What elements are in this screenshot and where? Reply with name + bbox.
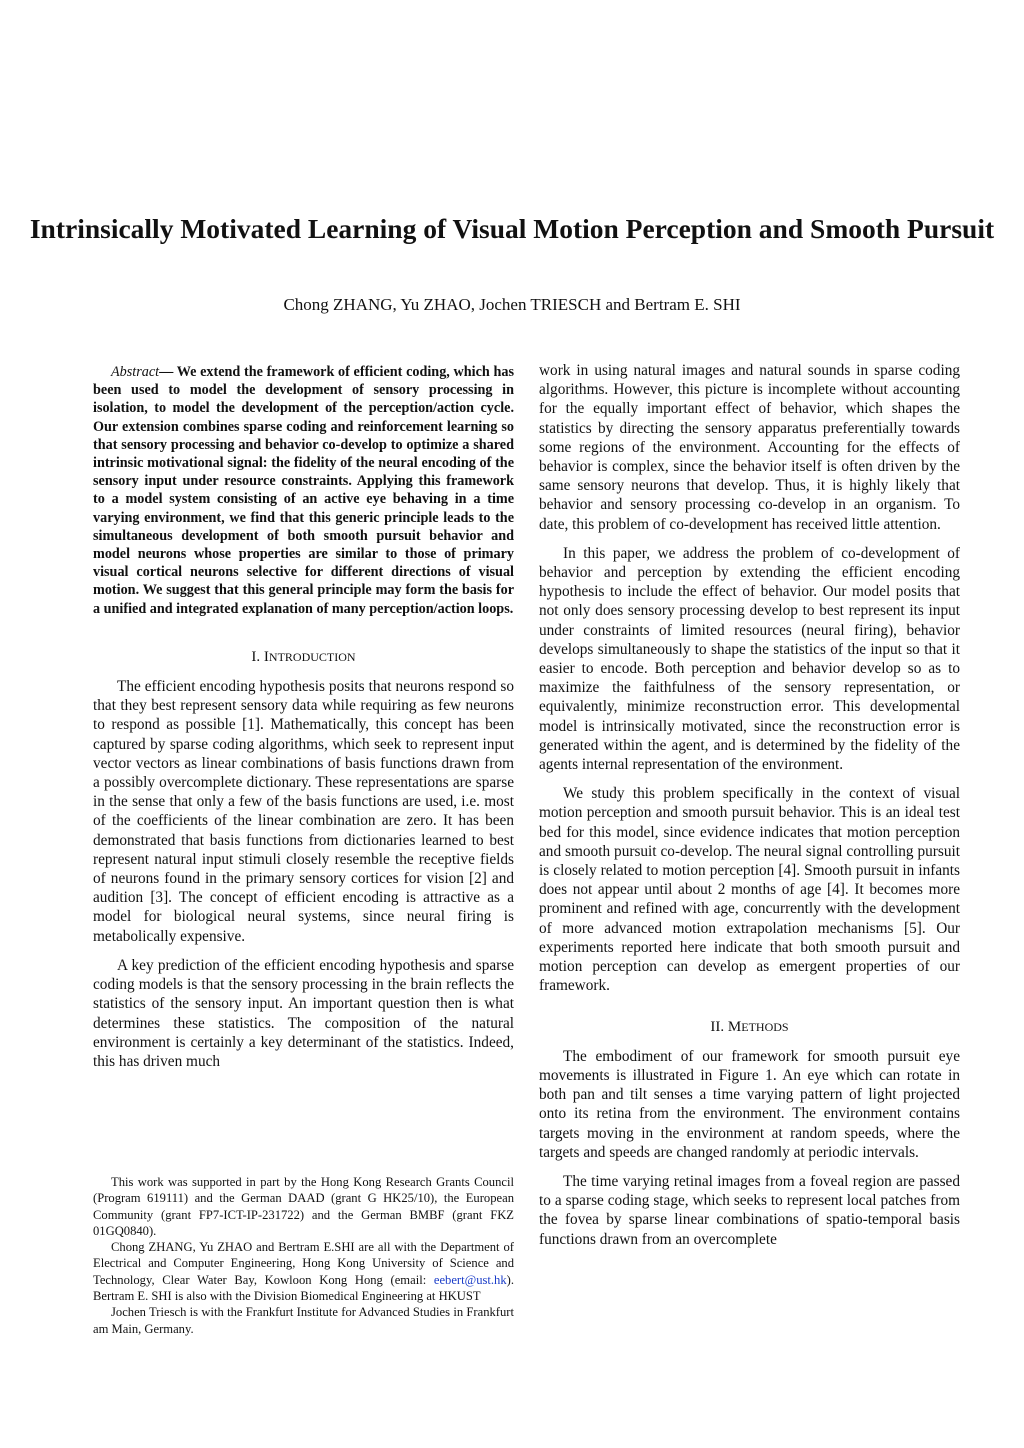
abstract xyxy=(93,363,514,618)
footnote-funding: This work was supported in part by the Hong Kong Research Grants Council (Program 619111) and the German DAAD (grant G HK25/10), the European Community (grant FP7-ICT-IP-231722) and the German BMBF (grant FKZ 01GQ0840). xyxy=(93,1175,514,1238)
section-number: II. xyxy=(710,1018,728,1035)
abstract-text: — We extend the framework of efficient coding, which has been used to model the development of sensory processing in isolation, to model the development of the perception/action cycle. Our extension combines sparse coding and reinforcement learning so that sensory processing and behavior co-develop to optimize a shared intrinsic motivational signal: the fidelity of the neural encoding of the sensory input under resource constraints. Applying this framework to a model system consisting of an active eye behaving in a time varying environment, we find that this generic principle leads to the simultaneous development of both smooth pursuit behavior and model neurons whose properties are similar to those of primary visual cortical neurons selective for different directions of visual motion. We suggest that this general principle may form the basis for a unified and integrated explanation of many perception/action loops. xyxy=(93,364,514,617)
paragraph: We study this problem specifically in the context of visual motion perception and smooth pursuit behavior. This is an ideal test bed for this model, since evidence indicates that motion perception and smooth pursuit co-develop. The neural signal controlling pursuit is closely related to motion perception [4]. Smooth pursuit in infants does not appear until about 2 months of age [4]. It becomes more prominent and refined with age, concurrently with the development of more advanced motion extrapolation mechanisms [5]. Our experiments reported here indicate that both smooth pursuit and motion perception can develop as emergent properties of our framework. xyxy=(539,785,960,995)
section-heading-introduction xyxy=(93,648,514,667)
footnote-affiliation xyxy=(93,1239,514,1304)
right-column xyxy=(539,361,960,1259)
abstract-label: Abstract xyxy=(111,364,160,380)
section-heading-methods xyxy=(539,1018,960,1037)
section-initial: M xyxy=(727,1018,742,1035)
paragraph: The time varying retinal images from a foveal region are passed to a sparse coding stage, which seeks to represent local patches from the fovea by sparse linear combinations of spatio-temporal basis functions drawn from an overcomplete xyxy=(539,1172,960,1248)
paragraph: In this paper, we address the problem of co-development of behavior and perception by extending the efficient encoding hypothesis to include the effect of behavior. Our model posits that not only does sensory processing develop to best represent its input under constraints of limited resources (neural firing), behavior develops simultaneously to shape the statistics of the input so that it easier to encode. Both perception and behavior develop so as to maximize the faithfulness of the sensory representation, or equivalently, minimize reconstruction error. This developmental model is intrinsically motivated, since the reconstruction error is generated within the agent, and is determined by the fidelity of the agents internal representation of the environment. xyxy=(539,544,960,774)
section-number: I. xyxy=(251,648,264,665)
left-column xyxy=(93,363,514,1081)
section-rest: NTRODUCTION xyxy=(268,649,356,664)
paragraph: The efficient encoding hypothesis posits that neurons respond so that they best represent sensory data while requiring as few neurons to respond as possible [1]. Mathematically, this concept has been captured by sparse coding algorithms, which seek to represent input vector vectors as linear combinations of basis functions drawn from a possibly overcomplete dictionary. These representations are sparse in the sense that only a few of the basis functions are used, i.e. most of the coefficients of the linear combination are zero. It has been demonstrated that basis functions from dictionaries learned to best represent natural input stimuli closely resemble the receptive fields of neurons found in the primary sensory cortices for vision [2] and audition [3]. The concept of efficient encoding is attractive as a model for biological neural systems, since neural firing is metabolically expensive. xyxy=(93,678,514,945)
section-initial: I xyxy=(263,648,269,665)
section-rest: ETHODS xyxy=(741,1019,789,1034)
paragraph: A key prediction of the efficient encoding hypothesis and sparse coding models is that the sensory processing in the brain reflects the statistics of the sensory input. An important question then is what determines these statistics. The composition of the natural environment is certainly a key determinant of the statistics. Indeed, this has driven much xyxy=(93,956,514,1070)
footnote-text: ). Bertram E. SHI is also with the Division Biomedical Engineering at HKUST xyxy=(93,1272,514,1304)
paragraph: The embodiment of our framework for smooth pursuit eye movements is illustrated in Figure 1. An eye which can rotate in both pan and tilt senses a time varying pattern of light projected onto its retina from the environment. The environment contains targets moving in the environment at random speeds, where the targets and speeds are changed randomly at periodic intervals. xyxy=(539,1047,960,1161)
email-link[interactable]: eebert@ust.hk xyxy=(433,1272,507,1287)
footnote-text: Chong ZHANG, Yu ZHAO and Bertram E.SHI are all with the Department of Electrical and Computer Engineering, Hong Kong University of Science and Technology, Clear Water Bay, Kowloon Kong Hong (email: xyxy=(93,1240,514,1287)
paper-title: Intrinsically Motivated Learning of Visual Motion Perception and Smooth Pursuit xyxy=(29,213,995,244)
authors: Chong ZHANG, Yu ZHAO, Jochen TRIESCH and Bertram E. SHI xyxy=(283,295,741,314)
paragraph: work in using natural images and natural sounds in sparse coding algorithms. However, this picture is incomplete without accounting for the equally important effect of behavior, which shapes the statistics by directing the sensory apparatus preferentially towards some regions of the environment. Accounting for the effects of behavior is complex, since the behavior itself is often driven by the same sensory neurons that develop. Thus, it is highly likely that behavior and sensory processing co-develop in an organism. To date, this problem of co-development has received little attention. xyxy=(539,362,960,533)
footnote-affiliation-triesch: Jochen Triesch is with the Frankfurt Institute for Advanced Studies in Frankfurt am Main, Germany. xyxy=(93,1305,514,1336)
footnotes xyxy=(93,1174,514,1337)
